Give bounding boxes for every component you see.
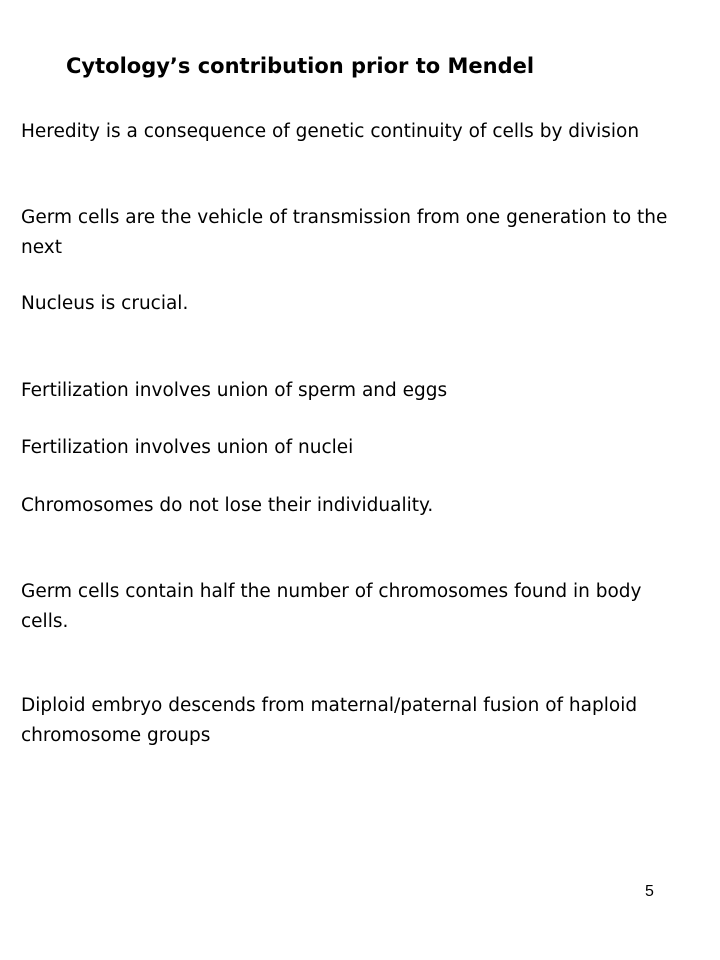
statement-germ-cells-vehicle: Germ cells are the vehicle of transmission from one generation to the next — [21, 207, 668, 258]
slide-title: Cytology’s contribution prior to Mendel — [66, 54, 535, 78]
statement-chromosome-individuality: Chromosomes do not lose their individuality. — [21, 495, 434, 516]
statement-diploid-embryo: Diploid embryo descends from maternal/paternal fusion of haploid chromosome groups — [21, 695, 638, 746]
statement-heredity-continuity: Heredity is a consequence of genetic continuity of cells by division — [21, 121, 640, 142]
statement-nucleus-crucial: Nucleus is crucial. — [21, 293, 189, 314]
statement-fertilization-nuclei: Fertilization involves union of nuclei — [21, 437, 354, 458]
page-number: 5 — [645, 883, 654, 900]
statement-fertilization-sperm-eggs: Fertilization involves union of sperm and eggs — [21, 380, 448, 401]
statement-germ-cells-half-chromosomes: Germ cells contain half the number of chromosomes found in body cells. — [21, 581, 642, 632]
